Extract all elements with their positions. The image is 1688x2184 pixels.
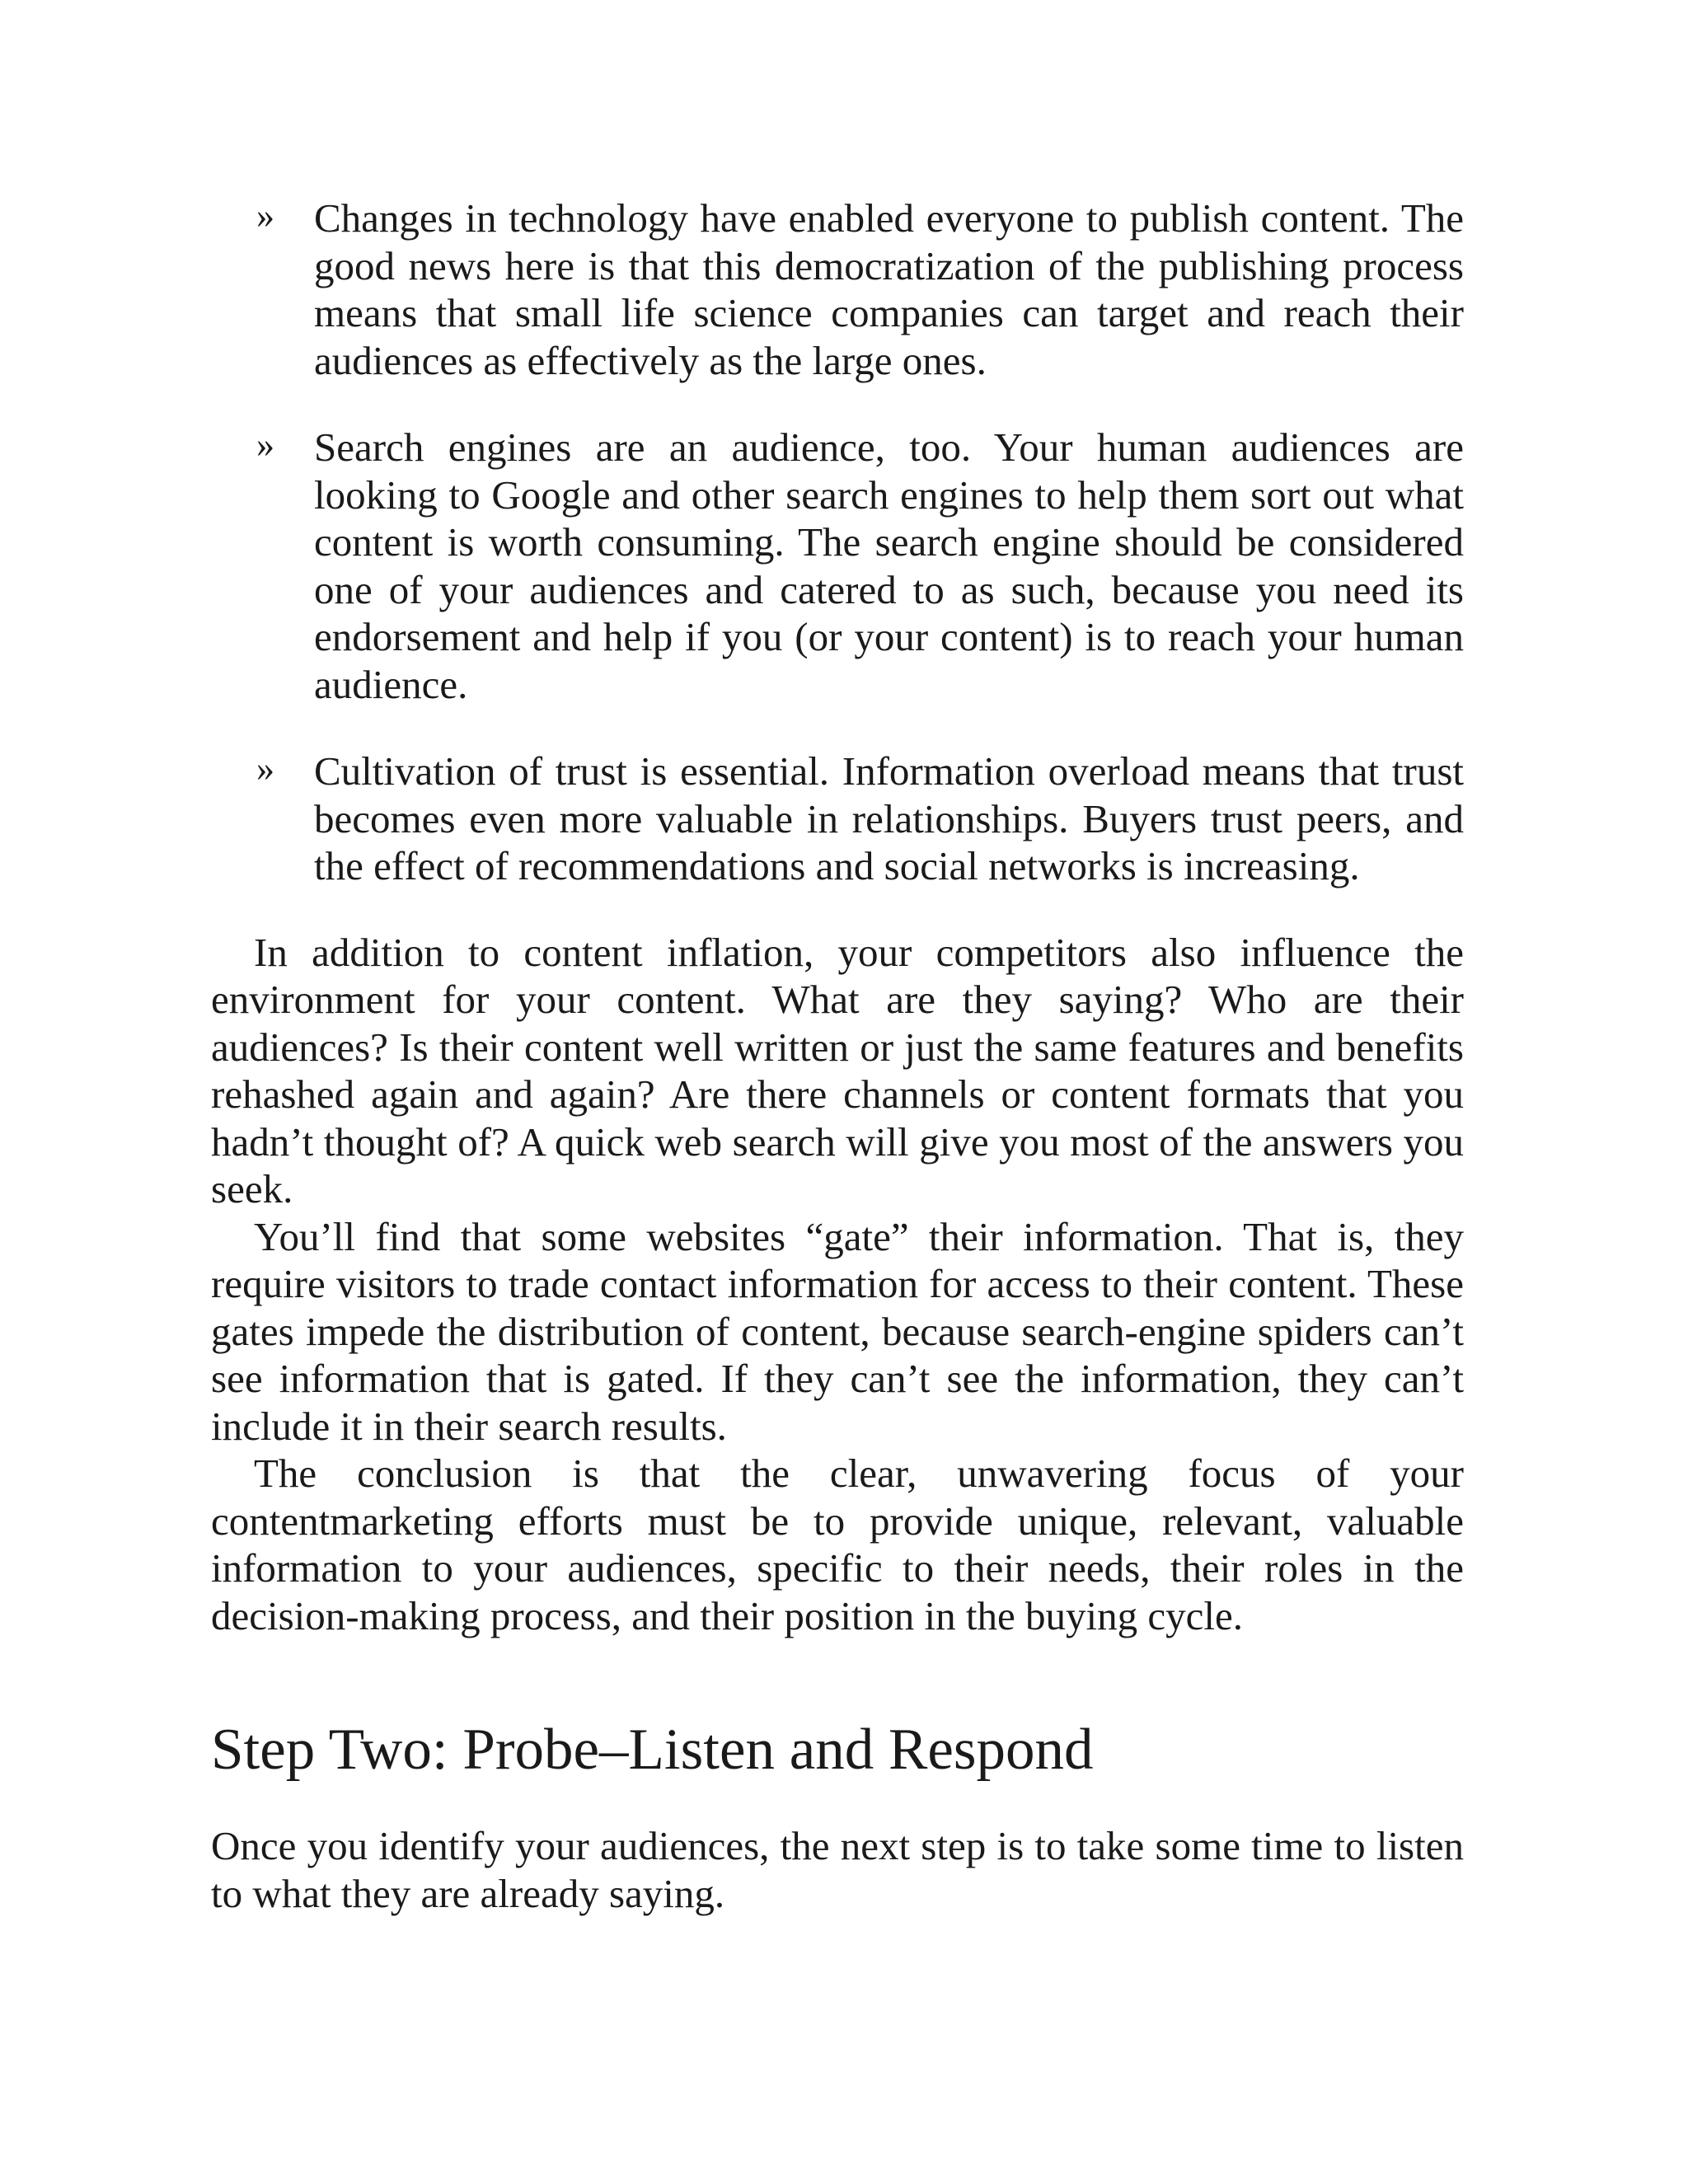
bullet-marker: » (256, 748, 274, 789)
body-paragraph: The conclusion is that the clear, unwavering focus of your contentmarketing efforts must be to provide unique, relevant, valuable information to your audiences, specific to their needs, their roles in the decision-making process, and their position in the buying cycle. (211, 1451, 1464, 1638)
section-intro-paragraph: Once you identify your audiences, the next step is to take some time to listen to what they are already saying. (211, 1823, 1464, 1916)
bullet-marker: » (256, 424, 274, 465)
bullet-text: Search engines are an audience, too. Your human audiences are looking to Google and other search engines to help them sort out what content is worth consuming. The search engine should be considered one of your audiences and catered to as such, because you need its endorsement and help if you (or your content) is to reach your human audience. (314, 424, 1464, 707)
body-paragraph: You’ll find that some websites “gate” their information. That is, they require visitors to trade contact information for access to their content. These gates impede the distribution of content, because search-engine spiders can’t see information that is gated. If they can’t see the information, they can’t include it in their search results. (211, 1213, 1464, 1449)
bullet-list (211, 194, 1464, 890)
list-item (211, 748, 1464, 890)
list-item (211, 424, 1464, 708)
list-item (211, 194, 1464, 384)
bullet-marker: » (256, 195, 274, 236)
bullet-text: Changes in technology have enabled everyone to publish content. The good news here is that this democratization of the publishing process means that small life science companies can target and reach their audiences as effectively as the large ones. (314, 195, 1464, 383)
bullet-text: Cultivation of trust is essential. Information overload means that trust becomes even more valuable in relationships. Buyers trust peers, and the effect of recommendations and social networks is increasing. (314, 748, 1464, 888)
body-paragraph: In addition to content inflation, your competitors also influence the environment for your content. What are they saying? Who are their audiences? Is their content well written or just the same features and benefits rehashed again and again? Are there channels or content formats that you hadn’t thought of? A quick web search will give you most of the answers you seek. (211, 929, 1464, 1212)
section-heading: Step Two: Probe–Listen and Respond (211, 1718, 1094, 1782)
document-page (211, 194, 1464, 1917)
